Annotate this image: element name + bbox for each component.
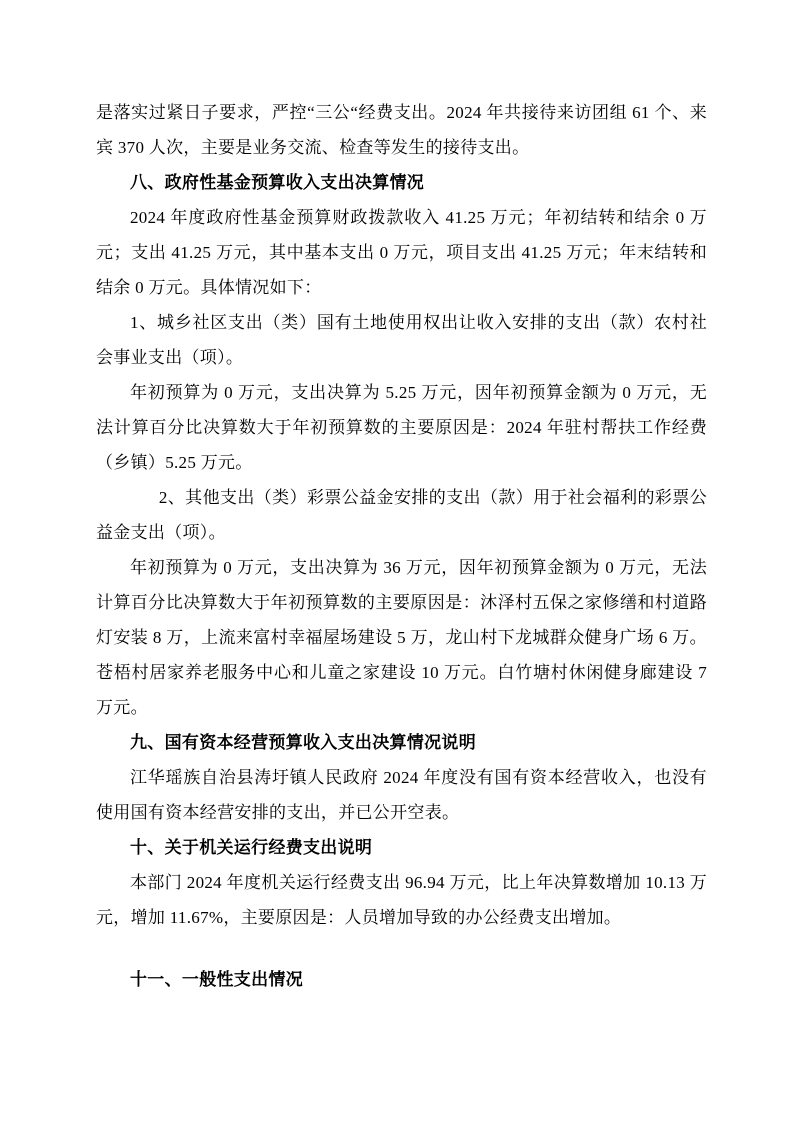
- section-heading-general-expense: 十一、一般性支出情况: [130, 970, 303, 989]
- body-paragraph-item-2-lottery: 2、其他支出（类）彩票公益金安排的支出（款）用于社会福利的彩票公益金支出（项）。: [96, 488, 707, 542]
- body-paragraph-agency-operating-detail: 本部门 2024 年度机关运行经费支出 96.94 万元，比上年决算数增加 10.13 万元，增加 11.67%，主要原因是：人员增加导致的办公经费支出增加。: [96, 873, 707, 927]
- body-paragraph-item-1-urban-rural: 1、城乡社区支出（类）国有土地使用权出让收入安排的支出（款）农村社会事业支出（项）。: [96, 313, 707, 367]
- body-paragraph-item-2-detail: 年初预算为 0 万元，支出决算为 36 万元，因年初预算金额为 0 万元，无法计算百分比决算数大于年初预算数的主要原因是：沐泽村五保之家修缮和村道路灯安装 8 万，上流来富村幸福屋场建设 5 万，龙山村下龙城群众健身广场 6 万。苍梧村居家养老服务中心和儿童之家建设 10 万元。白竹塘村休闲健身廊建设 7 万元。: [96, 558, 707, 717]
- section-heading-gov-fund-budget: 八、政府性基金预算收入支出决算情况: [130, 173, 425, 192]
- body-paragraph-gov-fund-summary: 2024 年度政府性基金预算财政拨款收入 41.25 万元；年初结转和结余 0 万元；支出 41.25 万元，其中基本支出 0 万元，项目支出 41.25 万元；年末结转和结余 0 万元。具体情况如下：: [96, 208, 707, 297]
- body-paragraph-reception-expense: 是落实过紧日子要求，严控“三公“经费支出。2024 年共接待来访团组 61 个、来宾 370 人次，主要是业务交流、检查等发生的接待支出。: [96, 103, 707, 157]
- section-heading-state-capital: 九、国有资本经营预算收入支出决算情况说明: [130, 733, 476, 752]
- document-body: [96, 95, 707, 997]
- section-heading-agency-operating-expense: 十、关于机关运行经费支出说明: [130, 838, 373, 857]
- body-paragraph-state-capital-detail: 江华瑶族自治县涛圩镇人民政府 2024 年度没有国有资本经营收入，也没有使用国有资本经营安排的支出，并已公开空表。: [96, 768, 707, 822]
- body-paragraph-item-1-detail: 年初预算为 0 万元，支出决算为 5.25 万元，因年初预算金额为 0 万元，无法计算百分比决算数大于年初预算数的主要原因是：2024 年驻村帮扶工作经费（乡镇）5.25 万元。: [96, 383, 707, 472]
